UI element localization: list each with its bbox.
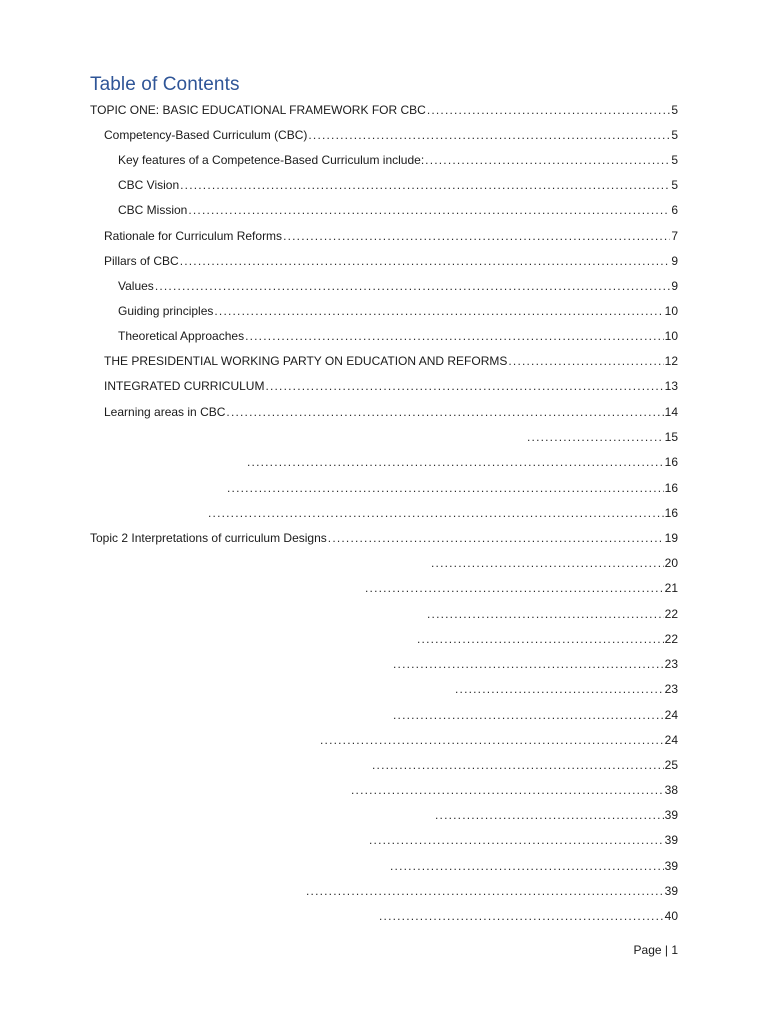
toc-entry-page: 5	[671, 153, 678, 167]
toc-entry-page: 24	[664, 733, 678, 747]
toc-leader-dots	[365, 579, 664, 597]
toc-entry[interactable]	[118, 201, 678, 219]
toc-entry-page: 7	[671, 229, 678, 243]
toc-entry-text: INTEGRATED CURRICULUM	[104, 379, 265, 393]
toc-entry-text: THE PRESIDENTIAL WORKING PARTY ON EDUCATION AND REFORMS	[104, 354, 508, 368]
toc-leader-dots	[417, 630, 664, 648]
toc-leader-dots	[508, 352, 663, 370]
toc-entry-page: 39	[664, 859, 678, 873]
toc-entry-page: 10	[664, 329, 678, 343]
toc-entry[interactable]	[104, 377, 678, 395]
toc-entry-text: Rationale for Curriculum Reforms	[104, 229, 283, 243]
page-footer: Page | 1	[633, 943, 678, 957]
toc-leader-dots	[208, 504, 664, 522]
toc-leader-dots	[431, 554, 664, 572]
toc-entry[interactable]	[246, 453, 678, 471]
toc-leader-dots	[369, 831, 664, 849]
toc-leader-dots	[351, 781, 664, 799]
toc-title: Table of Contents	[90, 74, 240, 95]
toc-entry[interactable]	[378, 907, 678, 925]
toc-leader-dots	[379, 907, 664, 925]
toc-entry-text: Competency-Based Curriculum (CBC)	[104, 128, 308, 142]
toc-entry[interactable]	[305, 882, 678, 900]
toc-leader-dots	[180, 252, 671, 270]
toc-entry[interactable]	[364, 579, 678, 597]
toc-entry-page: 5	[671, 128, 678, 142]
toc-entry-page: 40	[664, 909, 678, 923]
toc-entry[interactable]	[104, 126, 678, 144]
toc-leader-dots	[393, 706, 664, 724]
toc-entry-page: 9	[671, 279, 678, 293]
toc-entry[interactable]	[350, 781, 678, 799]
toc-entry[interactable]	[226, 479, 678, 497]
toc-leader-dots	[435, 806, 664, 824]
toc-entry[interactable]	[371, 756, 678, 774]
toc-leader-dots	[214, 302, 663, 320]
toc-entry-page: 25	[664, 758, 678, 772]
toc-entry[interactable]	[118, 327, 678, 345]
toc-leader-dots	[283, 227, 670, 245]
toc-entry-text: Topic 2 Interpretations of curriculum Designs	[90, 531, 327, 545]
toc-entry-page: 16	[664, 481, 678, 495]
toc-leader-dots	[372, 756, 664, 774]
toc-entry[interactable]	[207, 504, 678, 522]
toc-entry[interactable]	[430, 554, 678, 572]
toc-entry[interactable]	[434, 806, 678, 824]
toc-entry[interactable]	[104, 227, 678, 245]
toc-entry[interactable]	[118, 176, 678, 194]
toc-entry-text: CBC Vision	[118, 178, 180, 192]
toc-leader-dots	[245, 327, 664, 345]
toc-entry[interactable]	[90, 529, 678, 547]
toc-entry[interactable]	[392, 655, 678, 673]
toc-entry-page: 15	[664, 430, 678, 444]
toc-entry[interactable]	[319, 731, 678, 749]
toc-entry[interactable]	[368, 831, 678, 849]
toc-leader-dots	[188, 201, 670, 219]
toc-entry-page: 39	[664, 808, 678, 822]
toc-entry-page: 12	[664, 354, 678, 368]
toc-entry-page: 24	[664, 708, 678, 722]
toc-leader-dots	[425, 151, 670, 169]
toc-leader-dots	[427, 605, 664, 623]
toc-entry-page: 16	[664, 455, 678, 469]
toc-entry-text: TOPIC ONE: BASIC EDUCATIONAL FRAMEWORK FOR CBC	[90, 103, 426, 117]
toc-leader-dots	[527, 428, 664, 446]
toc-leader-dots	[455, 680, 664, 698]
toc-entry-page: 23	[664, 682, 678, 696]
toc-leader-dots	[247, 453, 664, 471]
toc-entry-page: 19	[664, 531, 678, 545]
toc-leader-dots	[226, 403, 663, 421]
toc-leader-dots	[306, 882, 664, 900]
toc-entry-page: 6	[671, 203, 678, 217]
toc-entry[interactable]	[389, 857, 678, 875]
toc-entry-page: 22	[664, 607, 678, 621]
toc-entry-text: Theoretical Approaches	[118, 329, 245, 343]
toc-entry[interactable]	[392, 706, 678, 724]
toc-entry-page: 39	[664, 884, 678, 898]
toc-entry-text: CBC Mission	[118, 203, 188, 217]
toc-leader-dots	[308, 126, 670, 144]
toc-entry-text: Learning areas in CBC	[104, 405, 226, 419]
toc-entry-text: Values	[118, 279, 154, 293]
toc-leader-dots	[390, 857, 664, 875]
toc-entry[interactable]	[526, 428, 678, 446]
toc-entry-page: 10	[664, 304, 678, 318]
toc-entry-text: Pillars of CBC	[104, 254, 179, 268]
toc-entry-page: 20	[664, 556, 678, 570]
toc-leader-dots	[328, 529, 664, 547]
toc-entry-page: 14	[664, 405, 678, 419]
toc-leader-dots	[393, 655, 664, 673]
toc-entry-page: 23	[664, 657, 678, 671]
toc-entry[interactable]	[118, 151, 678, 169]
toc-entry[interactable]	[118, 277, 678, 295]
toc-leader-dots	[265, 377, 663, 395]
toc-entry-page: 9	[671, 254, 678, 268]
toc-entry-text: Key features of a Competence-Based Curriculum include:	[118, 153, 425, 167]
toc-entry[interactable]	[454, 680, 678, 698]
toc-entry-text: Guiding principles	[118, 304, 214, 318]
toc-entry[interactable]	[118, 302, 678, 320]
toc-entry-page: 39	[664, 833, 678, 847]
toc-entry[interactable]	[104, 252, 678, 270]
toc-entry[interactable]	[104, 403, 678, 421]
toc-leader-dots	[427, 101, 671, 119]
toc-leader-dots	[155, 277, 671, 295]
toc-entry[interactable]	[90, 101, 678, 119]
toc-leader-dots	[320, 731, 664, 749]
toc-entry-page: 16	[664, 506, 678, 520]
toc-leader-dots	[180, 176, 670, 194]
toc-entry[interactable]	[104, 352, 678, 370]
toc-entry-page: 21	[664, 581, 678, 595]
toc-entry-page: 13	[664, 379, 678, 393]
toc-entry-page: 38	[664, 783, 678, 797]
toc-entry-page: 5	[671, 103, 678, 117]
toc-leader-dots	[227, 479, 664, 497]
toc-entry-page: 22	[664, 632, 678, 646]
toc-entry-page: 5	[671, 178, 678, 192]
toc-entry[interactable]	[416, 630, 678, 648]
toc-entry[interactable]	[426, 605, 678, 623]
